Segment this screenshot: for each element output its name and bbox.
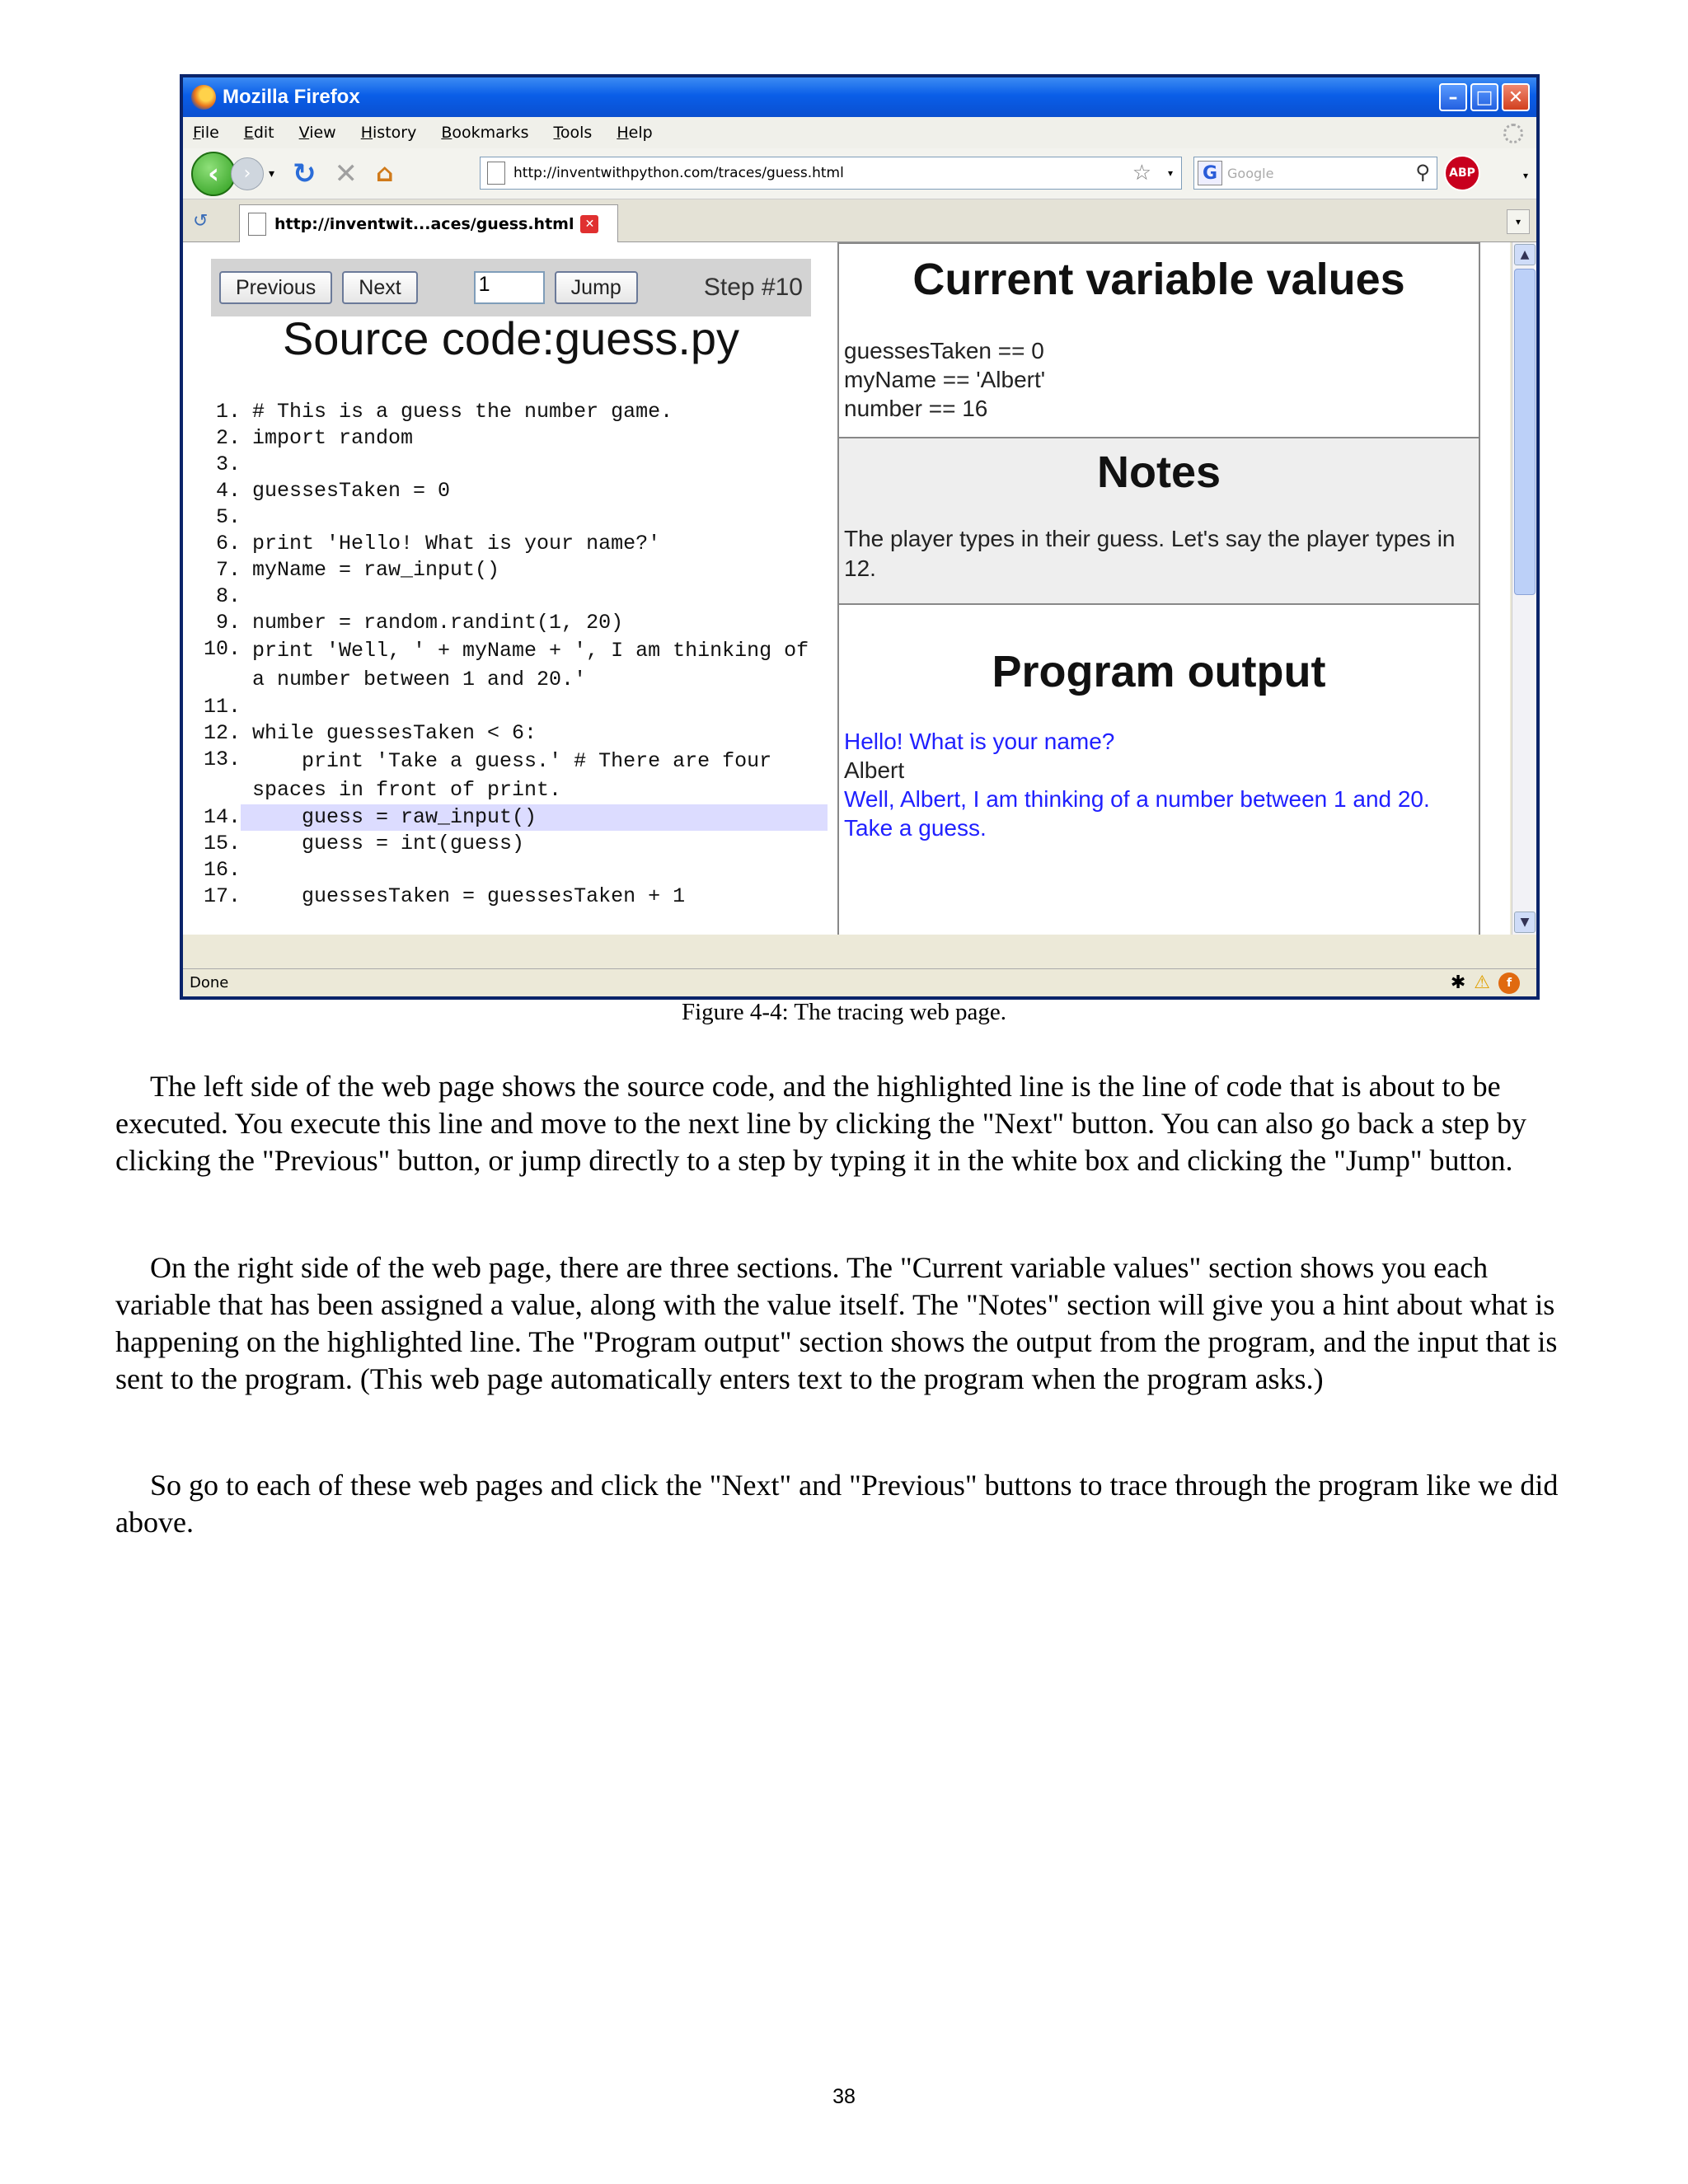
variable-value: number == 16 xyxy=(844,396,988,421)
tab-list-icon[interactable]: ▾ xyxy=(1507,209,1530,234)
close-icon[interactable]: ✕ xyxy=(1502,83,1530,111)
menu-bookmarks[interactable]: Bookmarks xyxy=(441,124,529,142)
notes-title: Notes xyxy=(1096,448,1221,497)
code-line xyxy=(201,504,828,531)
home-icon[interactable]: ⌂ xyxy=(376,159,394,188)
info-pane xyxy=(837,242,1489,935)
window-controls xyxy=(1439,83,1530,111)
tab-close-icon[interactable]: ✕ xyxy=(580,215,598,233)
status-bar xyxy=(183,968,1536,996)
code-line xyxy=(201,531,828,557)
variable-value: guessesTaken == 0 xyxy=(844,338,1044,363)
adblock-dropdown-icon[interactable]: ▾ xyxy=(1522,170,1528,181)
notes-text: The player types in their guess. Let's say the player types in 12. xyxy=(844,526,1456,581)
line-number: 8. xyxy=(215,584,241,608)
output-line: Hello! What is your name? xyxy=(844,729,1115,754)
code-text xyxy=(241,694,828,720)
browser-screenshot-figure xyxy=(180,74,1540,1000)
variables-section xyxy=(839,242,1480,438)
code-line xyxy=(201,636,828,694)
throbber-icon xyxy=(1503,124,1523,143)
code-line xyxy=(201,831,828,857)
status-text: Done xyxy=(190,974,229,991)
menu-history[interactable]: History xyxy=(360,124,417,142)
tab-page-icon xyxy=(248,213,266,236)
search-input[interactable] xyxy=(1193,157,1437,190)
code-text xyxy=(241,452,828,478)
url-text: http://inventwithpython.com/traces/guess.html xyxy=(513,165,844,181)
menu-help[interactable]: Help xyxy=(617,124,653,142)
line-number: 12. xyxy=(203,721,241,745)
history-dropdown-icon[interactable]: ▾ xyxy=(269,166,275,180)
magnifier-icon[interactable]: ⚲ xyxy=(1415,161,1430,184)
reload-icon[interactable]: ↻ xyxy=(293,157,316,190)
output-line: Well, Albert, I am thinking of a number between 1 and 20. xyxy=(844,786,1430,812)
code-line xyxy=(201,857,828,883)
title-bar xyxy=(183,77,1536,117)
code-text: # This is a guess the number game. xyxy=(252,400,673,424)
line-number: 7. xyxy=(215,558,241,582)
code-text: guessesTaken = 0 xyxy=(252,479,451,503)
code-line xyxy=(201,747,828,804)
google-icon[interactable]: G xyxy=(1198,161,1222,185)
vertical-scrollbar[interactable] xyxy=(1512,242,1536,935)
code-text: number = random.randint(1, 20) xyxy=(252,611,624,635)
status-icons xyxy=(1451,972,1520,994)
adblock-icon[interactable]: ABP xyxy=(1444,155,1480,191)
menu-bar xyxy=(183,117,1536,148)
variables-title: Current variable values xyxy=(912,255,1405,304)
line-number: 14. xyxy=(203,805,241,829)
code-line xyxy=(201,452,828,478)
code-line xyxy=(201,478,828,504)
code-text: print 'Hello! What is your name?' xyxy=(252,532,661,555)
page-number: 38 xyxy=(832,2085,856,2108)
tab-bar xyxy=(183,199,1536,242)
code-text: myName = raw_input() xyxy=(252,558,500,582)
line-number: 1. xyxy=(215,400,241,424)
code-line-highlighted xyxy=(201,804,828,831)
code-text: print 'Well, ' + myName + ', I am thinking of a number between 1 and 20.' xyxy=(252,639,822,691)
step-input[interactable]: 1 xyxy=(474,271,545,304)
source-code-title: Source code:guess.py xyxy=(282,312,740,364)
code-text xyxy=(241,857,828,883)
minimize-icon[interactable]: – xyxy=(1439,83,1467,111)
jump-button[interactable]: Jump xyxy=(555,271,638,304)
warning-icon[interactable]: ⚠ xyxy=(1474,972,1490,993)
body-paragraph: The left side of the web page shows the source code, and the highlighted line is the line of code that is about to be executed. You execute this line and move to the next line by clicking the "Next" button. You can also go back a step by clicking the "Previous" button, or jump directly to a step by typing it in the white box and clicking the "Jump" button. xyxy=(115,1070,1527,1177)
scroll-thumb[interactable] xyxy=(1514,269,1536,595)
code-text xyxy=(241,504,828,531)
menu-edit[interactable]: Edit xyxy=(243,124,274,142)
line-number: 3. xyxy=(215,452,241,476)
figure-caption: Figure 4-4: The tracing web page. xyxy=(681,999,1007,1025)
body-paragraph: So go to each of these web pages and click the "Next" and "Previous" buttons to trace through the program like we did above. xyxy=(115,1469,1559,1539)
url-dropdown-icon[interactable]: ▾ xyxy=(1167,167,1173,179)
output-section xyxy=(839,605,1480,935)
code-line xyxy=(201,557,828,583)
window-title: Mozilla Firefox xyxy=(223,86,360,108)
line-number: 15. xyxy=(203,832,241,855)
forward-arrow-icon[interactable]: › xyxy=(231,157,264,190)
line-number: 11. xyxy=(203,695,241,719)
code-line xyxy=(201,720,828,747)
back-arrow-icon[interactable]: ‹ xyxy=(191,152,236,196)
page-content xyxy=(183,242,1510,935)
code-text: while guessesTaken < 6: xyxy=(252,721,537,745)
tab-guess[interactable] xyxy=(239,204,618,242)
firefox-window xyxy=(183,77,1536,996)
code-text: guess = int(guess) xyxy=(252,832,525,855)
line-number: 6. xyxy=(215,532,241,555)
code-line xyxy=(201,883,828,910)
step-counter: Step #10 xyxy=(703,274,803,301)
line-number: 10. xyxy=(203,637,241,661)
variable-value: myName == 'Albert' xyxy=(844,367,1046,392)
tab-history-icon[interactable]: ↺ xyxy=(193,211,209,232)
source-pane xyxy=(183,242,837,935)
maximize-icon[interactable]: □ xyxy=(1470,83,1498,111)
line-number: 4. xyxy=(215,479,241,503)
code-line xyxy=(201,694,828,720)
notes-section xyxy=(839,438,1480,605)
code-line xyxy=(201,425,828,452)
body-paragraph: On the right side of the web page, there are three sections. The "Current variable values" section shows you each variable that has been assigned a value, along with the value itself. The "Notes" section will give you a hint about what is happening on the highlighted line. The "Program output" section shows the output from the program, and the input that is sent to the program. (This web page automatically enters text to the program when the program asks.) xyxy=(115,1251,1558,1395)
output-title: Program output xyxy=(992,647,1326,696)
star-icon[interactable]: ☆ xyxy=(1132,161,1151,185)
previous-button[interactable]: Previous xyxy=(219,271,332,304)
scroll-up-icon[interactable]: ▲ xyxy=(1514,244,1536,265)
output-lines xyxy=(839,727,1479,842)
variables-list xyxy=(839,336,1479,423)
code-text xyxy=(241,583,828,610)
line-number: 16. xyxy=(203,858,241,882)
code-text: guessesTaken = guessesTaken + 1 xyxy=(252,884,686,908)
line-number: 9. xyxy=(215,611,241,635)
scroll-down-icon[interactable]: ▼ xyxy=(1514,912,1536,933)
tab-title: http://inventwit...aces/guess.html xyxy=(274,214,574,233)
code-text: guess = raw_input() xyxy=(241,804,828,831)
menu-tools[interactable]: Tools xyxy=(553,124,593,142)
line-number: 5. xyxy=(215,505,241,529)
input-line: Albert xyxy=(844,757,905,783)
menu-view[interactable]: View xyxy=(298,124,336,142)
trace-controls xyxy=(211,259,811,316)
output-line: Take a guess. xyxy=(844,815,987,841)
search-placeholder: Google xyxy=(1227,165,1274,181)
next-button[interactable]: Next xyxy=(342,271,417,304)
stop-icon[interactable]: ✕ xyxy=(334,157,359,190)
bug-icon[interactable]: ✱ xyxy=(1450,972,1466,993)
firefox-logo-icon xyxy=(191,85,216,110)
line-number: 2. xyxy=(215,426,241,450)
line-number: 17. xyxy=(203,884,241,908)
source-code-listing xyxy=(201,399,828,910)
url-bar[interactable] xyxy=(480,157,1182,190)
code-text: print 'Take a guess.' # There are four spaces in front of print. xyxy=(252,749,785,802)
menu-file[interactable]: File xyxy=(193,124,219,142)
code-text: import random xyxy=(252,426,414,450)
navigation-toolbar xyxy=(183,148,1536,199)
line-number: 13. xyxy=(203,748,241,771)
code-line xyxy=(201,583,828,610)
code-line xyxy=(201,399,828,425)
code-line xyxy=(201,610,828,636)
page-icon xyxy=(487,162,505,185)
firebug-icon[interactable]: f xyxy=(1498,972,1520,994)
